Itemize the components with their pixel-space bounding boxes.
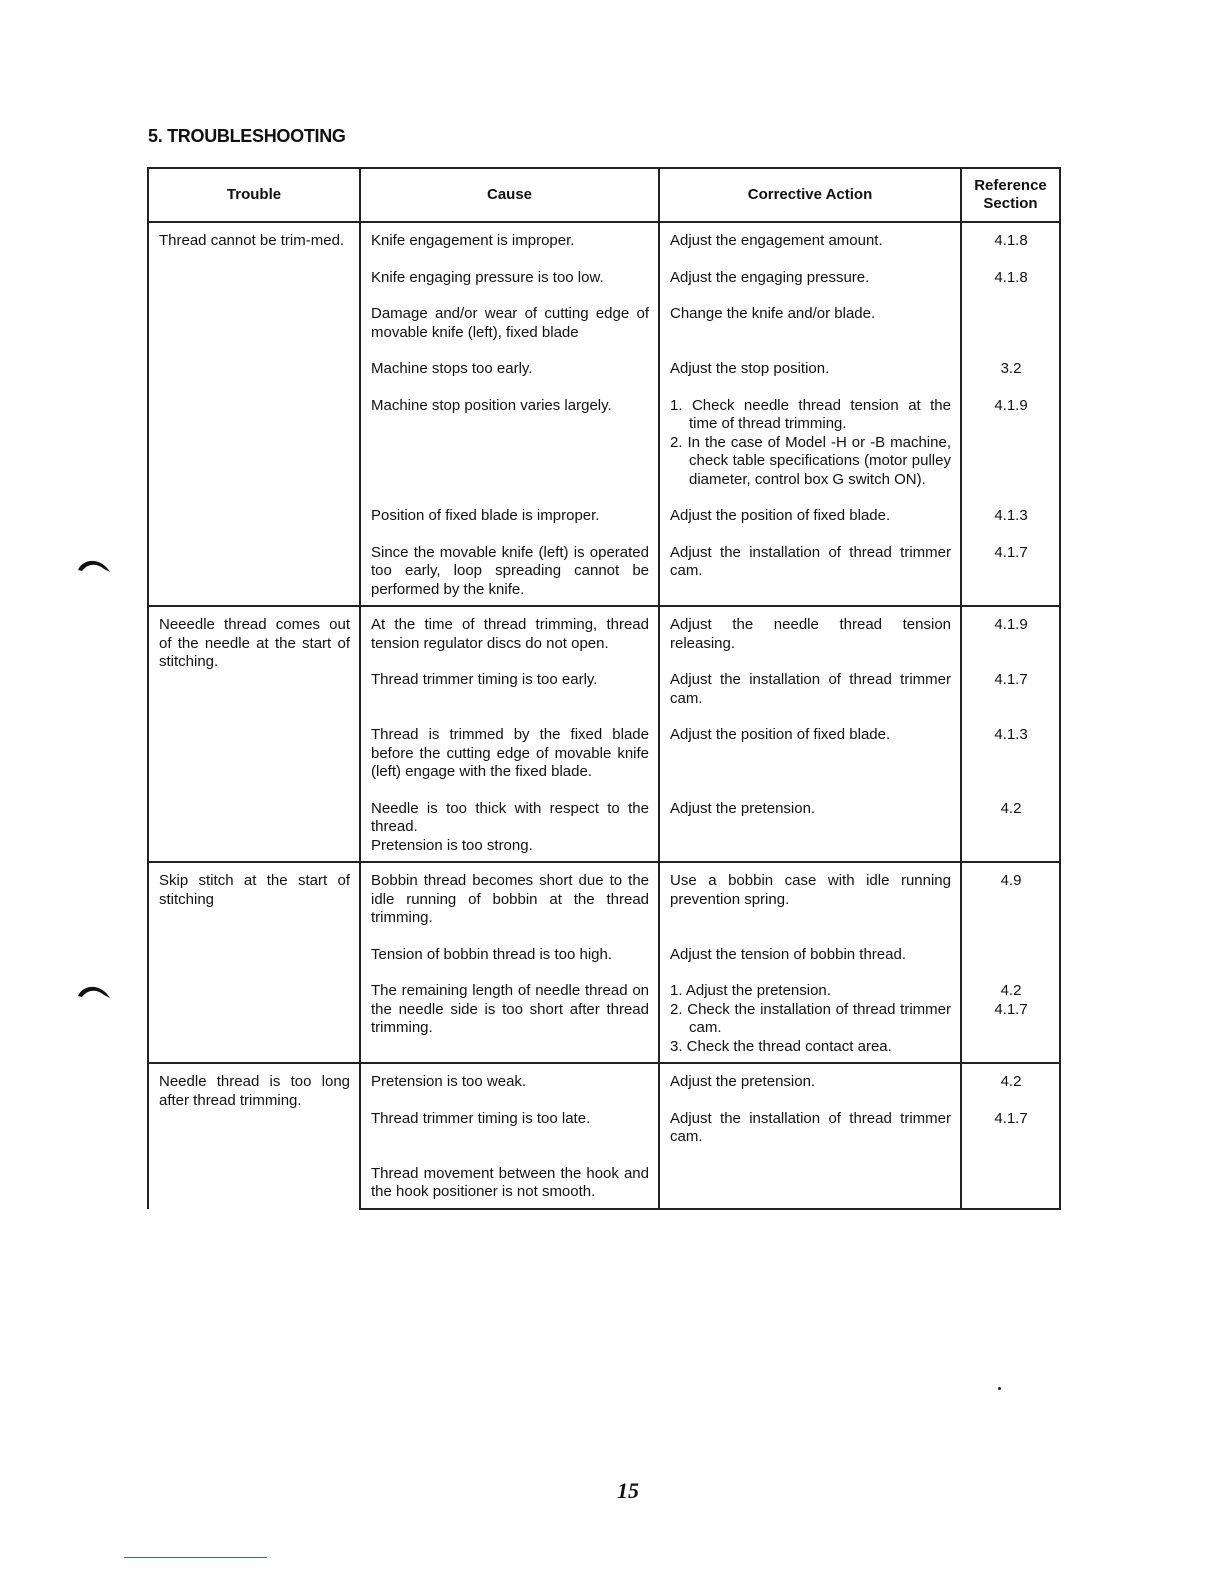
reference-cell	[961, 489, 1060, 526]
reference-cell	[961, 251, 1060, 288]
cause-text: Since the movable knife (left) is operated too early, loop spreading cannot be performed by the knife.	[371, 543, 649, 598]
corrective-action-cell	[659, 222, 961, 251]
section-header-line: Section	[983, 195, 1038, 212]
reference-section: 4.2	[1000, 982, 1022, 999]
table-row	[148, 606, 1060, 653]
reference-cell	[961, 782, 1060, 863]
reference-section: 3.2	[1000, 360, 1022, 377]
cause-text: Knife engaging pressure is too low.	[371, 268, 604, 286]
table-header-row	[148, 168, 1060, 222]
cause-text: Thread trimmer timing is too late.	[371, 1109, 591, 1127]
cause-cell	[360, 489, 659, 526]
reference-section: 4.9	[1000, 872, 1022, 889]
cause-text: Thread movement between the hook and the hook positioner is not smooth.	[371, 1164, 649, 1200]
section-heading: 5. TROUBLESHOOTING	[148, 126, 346, 146]
cause-cell	[360, 287, 659, 342]
column-header-corrective-action: Corrective Action	[659, 168, 961, 222]
reference-section: 4.1.8	[994, 232, 1028, 249]
action-text: Adjust the engaging pressure.	[670, 268, 870, 286]
cause-cell	[360, 251, 659, 288]
reference-section: 4.1.9	[994, 616, 1028, 633]
cause-text: Machine stops too early.	[371, 360, 533, 377]
cause-cell	[360, 526, 659, 607]
action-text: Adjust the position of fixed blade.	[670, 507, 891, 524]
table-body	[148, 222, 1060, 1209]
action-text: Adjust the installation of thread trimmer cam.	[670, 543, 951, 579]
reference-cell	[961, 862, 1060, 928]
table-row	[148, 862, 1060, 928]
cause-text: The remaining length of needle thread on the needle side is too short after thread trimming.	[371, 982, 649, 1036]
reference-cell	[961, 1092, 1060, 1147]
reference-cell	[961, 964, 1060, 1063]
reference-cell	[961, 928, 1060, 965]
trouble-cell: Skip stitch at the start of stitching	[148, 862, 360, 1063]
cause-text: Thread is trimmed by the fixed blade before the cutting edge of movable knife (left) engage with the fixed blade.	[371, 726, 649, 780]
action-text: Change the knife and/or blade.	[670, 305, 876, 322]
cause-extra-text: Pretension is too strong.	[371, 836, 533, 854]
cause-text: Machine stop position varies largely.	[371, 396, 612, 414]
cause-cell	[360, 653, 659, 708]
corrective-action-cell	[659, 1092, 961, 1147]
reference-cell	[961, 708, 1060, 782]
corrective-action-cell	[659, 782, 961, 863]
action-step: 1. Adjust the pretension.	[670, 982, 831, 999]
cause-cell	[360, 964, 659, 1063]
cause-text: At the time of thread trimming, thread tension regulator discs do not open.	[371, 616, 649, 652]
cause-cell	[360, 1063, 659, 1092]
reference-cell	[961, 222, 1060, 251]
cause-text: Knife engagement is improper.	[371, 232, 575, 249]
corrective-action-cell	[659, 342, 961, 379]
corrective-action-cell	[659, 708, 961, 782]
action-text: Adjust the pretension.	[670, 799, 816, 817]
reference-cell	[961, 287, 1060, 342]
cause-cell	[360, 342, 659, 379]
cause-cell	[360, 606, 659, 653]
reference-section: 4.2	[1000, 1073, 1022, 1090]
reference-section: 4.1.7	[994, 671, 1028, 688]
reference-section: 4.1.9	[994, 396, 1028, 414]
cause-cell	[360, 708, 659, 782]
action-text: Adjust the engagement amount.	[670, 232, 883, 249]
action-text: Adjust the tension of bobbin thread.	[670, 945, 907, 963]
column-header-trouble: Trouble	[148, 168, 360, 222]
reference-cell	[961, 653, 1060, 708]
corrective-action-cell	[659, 287, 961, 342]
trouble-cell: Needle thread is too long after thread trimming.	[148, 1063, 360, 1209]
action-text: Adjust the needle thread tension releasing.	[670, 616, 951, 652]
reference-section: 4.1.8	[994, 268, 1028, 286]
reference-cell	[961, 342, 1060, 379]
reference-cell	[961, 1147, 1060, 1209]
reference-section: 4.1.3	[994, 507, 1028, 524]
reference-cell	[961, 1063, 1060, 1092]
corrective-action-cell	[659, 606, 961, 653]
reference-section: 4.1.3	[994, 726, 1028, 743]
reference-header-line: Reference	[974, 177, 1047, 194]
column-header-cause: Cause	[360, 168, 659, 222]
action-step: 2. Check the installation of thread trimmer cam.	[670, 1000, 951, 1036]
corrective-action-cell	[659, 653, 961, 708]
cause-cell	[360, 862, 659, 928]
trouble-cell: Thread cannot be trim-med.	[148, 222, 360, 606]
cause-text: Tension of bobbin thread is too high.	[371, 945, 613, 963]
column-header-reference-section	[961, 168, 1060, 222]
reference-cell	[961, 526, 1060, 607]
action-text: Adjust the installation of thread trimmer cam.	[670, 671, 951, 707]
action-text: Adjust the stop position.	[670, 360, 830, 377]
footer-rule	[124, 1557, 267, 1558]
reference-cell	[961, 606, 1060, 653]
cause-cell	[360, 379, 659, 490]
reference-section: 4.2	[1000, 799, 1022, 817]
binder-hole-mark	[77, 557, 111, 573]
scan-speck	[998, 1387, 1001, 1390]
binder-hole-mark	[77, 983, 111, 999]
reference-section: 4.1.7	[994, 1000, 1028, 1018]
action-step: 2. In the case of Model -H or -B machine, check table specifications (motor pulley diameter, control box G switch ON).	[670, 433, 951, 488]
cause-cell	[360, 782, 659, 863]
corrective-action-cell	[659, 526, 961, 607]
corrective-action-cell	[659, 489, 961, 526]
corrective-action-cell	[659, 1147, 961, 1209]
cause-cell	[360, 1092, 659, 1147]
corrective-action-cell	[659, 251, 961, 288]
action-text: Adjust the position of fixed blade.	[670, 726, 891, 743]
corrective-action-cell	[659, 862, 961, 928]
corrective-action-cell	[659, 1063, 961, 1092]
action-text: Adjust the installation of thread trimmer cam.	[670, 1109, 951, 1145]
page-number: 15	[617, 1478, 639, 1503]
cause-cell	[360, 1147, 659, 1209]
trouble-cell: Neeedle thread comes out of the needle at the start of stitching.	[148, 606, 360, 862]
corrective-action-cell	[659, 379, 961, 490]
corrective-action-cell	[659, 928, 961, 965]
cause-text: Bobbin thread becomes short due to the idle running of bobbin at the thread trimming.	[371, 872, 649, 926]
action-text: Use a bobbin case with idle running prevention spring.	[670, 872, 951, 908]
table-row	[148, 1063, 1060, 1092]
table-row	[148, 222, 1060, 251]
action-step: 3. Check the thread contact area.	[670, 1037, 892, 1055]
cause-cell	[360, 222, 659, 251]
reference-section: 4.1.7	[994, 1109, 1028, 1127]
reference-section: 4.1.7	[994, 543, 1028, 561]
cause-text: Damage and/or wear of cutting edge of movable knife (left), fixed blade	[371, 305, 649, 341]
cause-text: Thread trimmer timing is too early.	[371, 671, 598, 688]
action-text: Adjust the pretension.	[670, 1073, 816, 1090]
action-step: 1. Check needle thread tension at the time of thread trimming.	[670, 396, 951, 432]
cause-cell	[360, 928, 659, 965]
cause-text: Position of fixed blade is improper.	[371, 507, 600, 524]
reference-cell	[961, 379, 1060, 490]
cause-text: Needle is too thick with respect to the thread.	[371, 799, 649, 835]
troubleshooting-table	[147, 167, 1061, 1210]
corrective-action-cell	[659, 964, 961, 1063]
cause-text: Pretension is too weak.	[371, 1073, 527, 1090]
